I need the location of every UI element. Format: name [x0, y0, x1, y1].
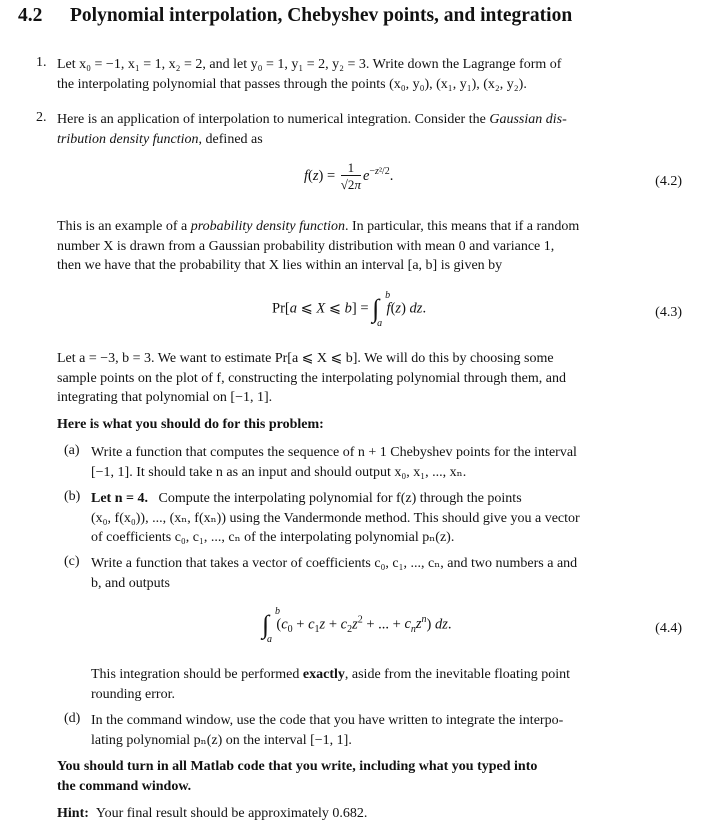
- part-c-line-2: b, and outputs: [91, 575, 170, 591]
- part-c-line-1: Write a function that takes a vector of coefficients c₀, c₁, ..., cₙ, and two numbers a and: [91, 556, 578, 571]
- part-d-line-2: lating polynomial pₙ(z) on the interval [−1, 1].: [91, 732, 352, 748]
- part-b-line-1: Compute the interpolating polynomial for f(z) through the points: [158, 491, 522, 506]
- part-a-line-2: [−1, 1]. It should take n as an input and should output x₀, x₁, ..., xₙ.: [91, 464, 467, 480]
- part-b-line-2: (x₀, f(x₀)), ..., (xₙ, f(xₙ)) using the Vandermonde method. This should give you a vector: [91, 510, 580, 526]
- problem-2-paragraph-3: [57, 349, 684, 408]
- hint-label: Hint:: [57, 806, 89, 821]
- turn-in-note: [57, 757, 684, 796]
- problem-1-text: [57, 55, 684, 94]
- part-c-note: [91, 665, 684, 704]
- hint-text: Your final result should be approximately 0.682.: [95, 806, 368, 821]
- turn-in-line-2: the command window.: [57, 778, 192, 794]
- problem-2-paragraph-2: [57, 217, 684, 276]
- equation-4-4: ∫ b a ($c_0 + c_1z + c_2z^2$ + ... + $c_nz^n$) dz.: [262, 606, 452, 645]
- part-b-text: [91, 489, 684, 548]
- para2-term: probability density function: [190, 219, 345, 234]
- intro-text-b: , defined as: [198, 131, 263, 147]
- section-title: Polynomial interpolation, Chebyshev points, and integration: [70, 5, 573, 26]
- equation-4-3-number: (4.3): [655, 305, 682, 320]
- para2-text-c: . In particular, this means that if a random: [345, 219, 580, 234]
- part-c-note-line-2: rounding error.: [91, 686, 175, 702]
- para3-line-2: sample points on the plot of f, constructing the interpolating polynomial through them, and: [57, 370, 566, 386]
- turn-in-line-1: You should turn in all Matlab code that you write, including what you typed into: [57, 759, 538, 774]
- part-c-text: [91, 554, 684, 593]
- part-a-label: (a): [64, 443, 80, 458]
- equation-4-2: f(z) = $\frac{1}{√2\pi}$ $e^{-z^2/2}$.: [304, 160, 394, 192]
- part-d-text: [91, 711, 684, 750]
- problem-2-number: 2.: [36, 110, 47, 125]
- part-c-note-c: , aside from the inevitable floating point: [344, 667, 570, 682]
- equation-4-2-number: (4.2): [655, 174, 682, 189]
- para2-line-3: then we have that the probability that X lies within an interval [a, b] is given by: [57, 258, 503, 274]
- part-b-label: (b): [64, 489, 81, 504]
- part-b-line-3: of coefficients c₀, c₁, ..., cₙ of the interpolating polynomial pₙ(z).: [91, 530, 455, 546]
- part-d-label: (d): [64, 711, 81, 726]
- problem-2-intro: [57, 110, 684, 149]
- equation-4-3: Pr[a ⩽ X ⩽ b] = ∫ b a f(z) dz.: [272, 290, 427, 329]
- part-b-bold: Let n = 4.: [91, 491, 148, 506]
- intro-term-b: tribution density function: [57, 131, 199, 147]
- problem-1-line-2: the interpolating polynomial that passes through the points (x₀, y₀), (x₁, y₁), (x₂, y₂).: [57, 76, 527, 92]
- section-number: 4.2: [18, 5, 43, 26]
- para3-line-1: Let a = −3, b = 3. We want to estimate Pr[a ⩽ X ⩽ b]. We will do this by choosing some: [57, 351, 554, 366]
- part-c-note-bold: exactly: [302, 667, 345, 682]
- para3-line-3: integrating that polynomial on [−1, 1].: [57, 390, 273, 406]
- todo-heading: Here is what you should do for this problem:: [57, 417, 324, 432]
- problem-1-line-1: Let x₀ = −1, x₁ = 1, x₂ = 2, and let y₀ = 1, y₁ = 2, y₂ = 3. Write down the Lagrange form of: [57, 57, 562, 72]
- equation-4-4-number: (4.4): [655, 621, 682, 636]
- part-a-line-1: Write a function that computes the sequence of n + 1 Chebyshev points for the interval: [91, 445, 577, 460]
- part-d-line-1: In the command window, use the code that you have written to integrate the interpo-: [91, 713, 564, 728]
- para2-text-a: This is an example of a: [57, 219, 191, 234]
- hint: [57, 804, 684, 824]
- part-a-text: [91, 443, 684, 482]
- part-c-note-a: This integration should be performed: [91, 667, 303, 682]
- intro-text-a: Here is an application of interpolation to numerical integration. Consider the: [57, 112, 490, 127]
- para2-line-2: number X is drawn from a Gaussian probability distribution with mean 0 and variance 1,: [57, 238, 555, 254]
- intro-term-a: Gaussian dis-: [489, 112, 567, 127]
- part-c-label: (c): [64, 554, 80, 569]
- section-heading: [18, 5, 572, 27]
- problem-1-number: 1.: [36, 55, 47, 70]
